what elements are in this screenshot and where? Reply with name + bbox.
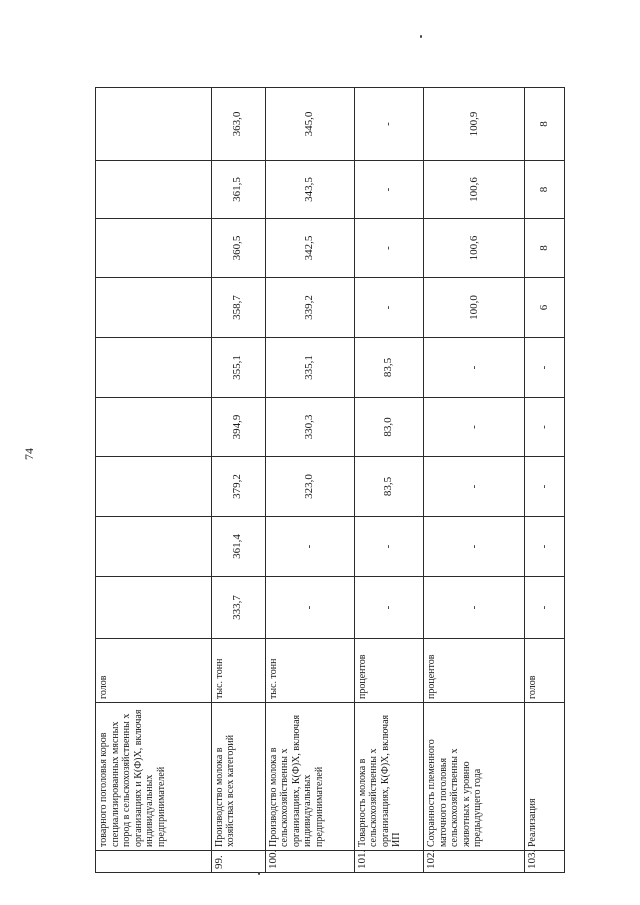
value-cell: 333,7 <box>211 577 265 639</box>
value-cell <box>96 517 212 577</box>
table-row <box>354 88 424 873</box>
indicator-name: Реализация <box>525 703 565 851</box>
value-cell: 83,5 <box>354 338 424 398</box>
value-cell: - <box>424 517 525 577</box>
value-cell: - <box>424 457 525 517</box>
value-cell: - <box>424 398 525 457</box>
value-cell: 342,5 <box>265 219 354 278</box>
indicator-name: Производство молока в хозяйствах всех категорий <box>211 703 265 851</box>
value-cell: - <box>265 517 354 577</box>
value-cell <box>96 398 212 457</box>
table-row <box>525 88 565 873</box>
value-cell <box>96 278 212 338</box>
value-cell: 83,5 <box>354 457 424 517</box>
value-cell: - <box>354 219 424 278</box>
value-cell: 394,9 <box>211 398 265 457</box>
row-number: 103. <box>525 851 565 873</box>
value-cell: 100,6 <box>424 161 525 219</box>
unit-cell: процентов <box>354 639 424 703</box>
value-cell: 361,5 <box>211 161 265 219</box>
value-cell: 339,2 <box>265 278 354 338</box>
scan-speck <box>420 35 422 38</box>
value-cell: - <box>525 338 565 398</box>
value-cell: 83,0 <box>354 398 424 457</box>
table-row <box>265 88 354 873</box>
value-cell: - <box>354 161 424 219</box>
indicators-table <box>95 87 565 873</box>
value-cell: 361,4 <box>211 517 265 577</box>
value-cell: - <box>354 278 424 338</box>
row-number: 99. <box>211 851 265 873</box>
value-cell: - <box>354 88 424 161</box>
value-cell <box>96 88 212 161</box>
value-cell: 8 <box>525 88 565 161</box>
rotated-table-container <box>95 111 565 873</box>
value-cell: - <box>525 577 565 639</box>
value-cell: - <box>525 457 565 517</box>
value-cell: 8 <box>525 219 565 278</box>
table-row <box>424 88 525 873</box>
scan-speck <box>258 872 260 875</box>
value-cell: 335,1 <box>265 338 354 398</box>
unit-cell: голов <box>525 639 565 703</box>
value-cell: - <box>525 398 565 457</box>
value-cell: 355,1 <box>211 338 265 398</box>
value-cell: - <box>265 577 354 639</box>
value-cell: 379,2 <box>211 457 265 517</box>
table-row <box>211 88 265 873</box>
indicator-name: Производство молока в сельскохозяйственны х организациях, К(Ф)Х, включая индивидуальных предпринимателей <box>265 703 354 851</box>
row-number <box>96 851 212 873</box>
value-cell: 323,0 <box>265 457 354 517</box>
value-cell: 100,9 <box>424 88 525 161</box>
indicator-name: Товарность молока в сельскохозяйственны х организациях, К(Ф)Х, включая ИП <box>354 703 424 851</box>
indicator-name: Сохранность племенного маточного поголовья сельскохозяйственны х животных к уровню предыдущего года <box>424 703 525 851</box>
value-cell: - <box>354 577 424 639</box>
page-number: 74 <box>22 448 36 460</box>
value-cell: 8 <box>525 161 565 219</box>
value-cell: 345,0 <box>265 88 354 161</box>
value-cell <box>96 338 212 398</box>
value-cell: - <box>525 517 565 577</box>
value-cell: 330,3 <box>265 398 354 457</box>
value-cell: 363,0 <box>211 88 265 161</box>
row-number: 102. <box>424 851 525 873</box>
value-cell: 358,7 <box>211 278 265 338</box>
table-row <box>96 88 212 873</box>
value-cell: - <box>424 338 525 398</box>
indicator-name: товарного поголовья коров специализированных мясных пород в сельскохозяйственны х организациях и К(Ф)Х, включая индивидуальных предпринимателей <box>96 703 212 851</box>
value-cell: - <box>424 577 525 639</box>
unit-cell: голов <box>96 639 212 703</box>
value-cell: 100,6 <box>424 219 525 278</box>
value-cell <box>96 161 212 219</box>
value-cell <box>96 457 212 517</box>
value-cell: - <box>354 517 424 577</box>
unit-cell: тыс. тонн <box>211 639 265 703</box>
value-cell: 360,5 <box>211 219 265 278</box>
value-cell <box>96 219 212 278</box>
unit-cell: процентов <box>424 639 525 703</box>
value-cell: 6 <box>525 278 565 338</box>
row-number: 101. <box>354 851 424 873</box>
value-cell <box>96 577 212 639</box>
value-cell: 100,0 <box>424 278 525 338</box>
unit-cell: тыс. тонн <box>265 639 354 703</box>
value-cell: 343,5 <box>265 161 354 219</box>
row-number: 100. <box>265 851 354 873</box>
